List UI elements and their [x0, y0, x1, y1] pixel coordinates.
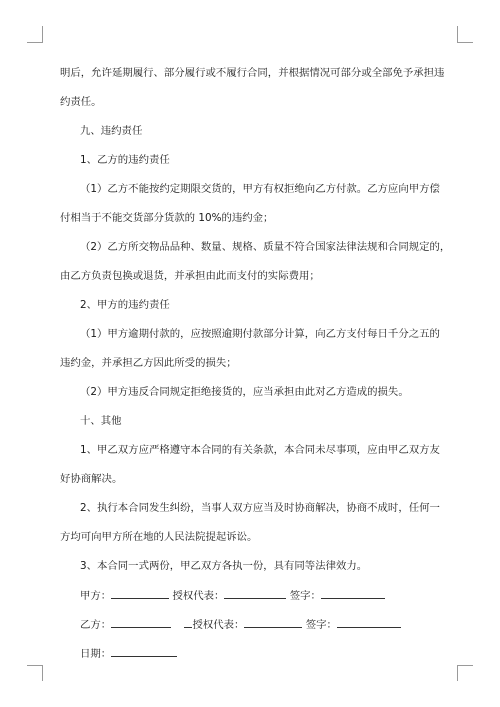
date-blank[interactable]	[111, 646, 177, 657]
paragraph-line: 约责任。	[60, 96, 102, 108]
paragraph-line: 好协商解决。	[60, 473, 123, 485]
party-a-label: 甲方：	[80, 590, 112, 602]
subsection-heading: 2、甲方的违约责任	[80, 299, 170, 311]
crop-mark-bottom-right	[457, 665, 473, 666]
party-a-sign-blank[interactable]	[321, 588, 385, 599]
paragraph-line: 明后，允许延期履行、部分履行或不履行合同，并根据情况可部分或全部免予承担违	[60, 67, 445, 79]
party-a-blank[interactable]	[111, 588, 169, 599]
party-b-blank[interactable]	[111, 617, 171, 628]
signature-row-date	[80, 646, 177, 661]
paragraph-line: （1）乙方不能按约定期限交货的，甲方有权拒绝向乙方付款。乙方应向甲方偿	[80, 183, 440, 195]
party-b-sign-blank[interactable]	[337, 617, 401, 628]
party-a-sign-label: 签字：	[289, 590, 321, 602]
paragraph-line: （2）甲方违反合同规定拒绝接货的，应当承担由此对乙方造成的损失。	[80, 386, 409, 398]
paragraph-line: 由乙方负责包换或退货，并承担由此而支付的实际费用；	[60, 270, 320, 282]
paragraph-line: 方均可向甲方所在地的人民法院提起诉讼。	[60, 531, 258, 543]
signature-row-party-b	[80, 617, 401, 632]
party-a-rep-label: 授权代表：	[172, 590, 225, 602]
paragraph-line: 1、甲乙双方应严格遵守本合同的有关条款，本合同未尽事项，应由甲乙双方友	[80, 444, 440, 456]
paragraph-line: 付相当于不能交货部分货款的 10%的违约金；	[60, 212, 274, 224]
crop-mark-top-right	[457, 26, 458, 42]
crop-mark-bottom-left	[27, 665, 43, 666]
party-b-rep-label: 授权代表：	[192, 619, 245, 631]
paragraph-line: 违约金，并承担乙方因此所受的损失；	[60, 357, 237, 369]
signature-row-party-a	[80, 588, 385, 603]
paragraph-line: （2）乙方所交物品品种、数量、规格、质量不符合国家法律法规和合同规定的，	[80, 241, 451, 253]
date-label: 日期：	[80, 648, 112, 660]
party-b-sign-label: 签字：	[305, 619, 337, 631]
crop-mark-bottom-left	[42, 665, 43, 681]
crop-mark-top-right	[457, 42, 473, 43]
paragraph-line: （1）甲方逾期付款的，应按照逾期付款部分计算，向乙方支付每日千分之五的	[80, 328, 440, 340]
section-heading: 九、违约责任	[80, 125, 143, 137]
crop-mark-top-left	[42, 26, 43, 42]
section-heading: 十、其他	[80, 415, 122, 427]
party-a-rep-blank[interactable]	[224, 588, 286, 599]
paragraph-line: 3、本合同一式两份，甲乙双方各执一份，具有同等法律效力。	[80, 560, 368, 572]
party-b-label: 乙方：	[80, 619, 112, 631]
subsection-heading: 1、乙方的违约责任	[80, 154, 170, 166]
crop-mark-top-left	[27, 42, 43, 43]
paragraph-line: 2、执行本合同发生纠纷，当事人双方应当及时协商解决，协商不成时，任何一	[80, 502, 440, 514]
party-b-rep-blank[interactable]	[244, 617, 302, 628]
crop-mark-bottom-right	[457, 665, 458, 681]
